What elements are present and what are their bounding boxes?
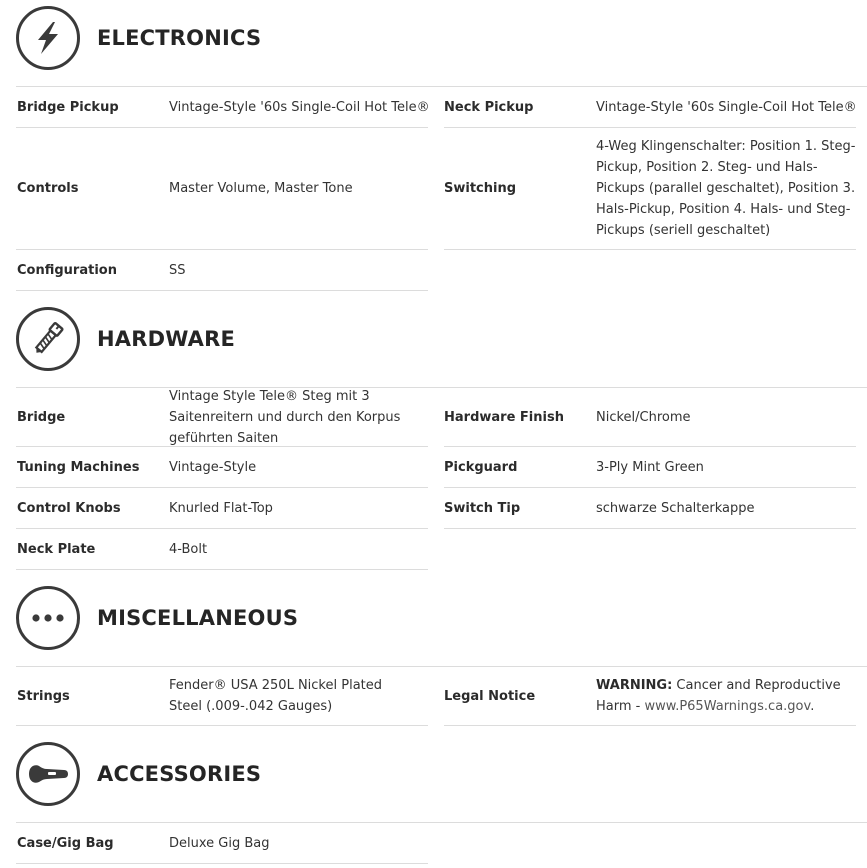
spec-value-hardware-finish: Nickel/Chrome: [596, 409, 691, 425]
spec-label-neck-pickup: Neck Pickup: [444, 99, 534, 115]
spec-label-pickguard: Pickguard: [444, 459, 518, 475]
spec-label-configuration: Configuration: [17, 262, 117, 278]
spec-value-case-gig-bag: Deluxe Gig Bag: [169, 835, 270, 851]
divider: [16, 569, 428, 570]
spec-label-case-gig-bag: Case/Gig Bag: [17, 835, 114, 851]
section-title: HARDWARE: [97, 327, 236, 351]
divider: [16, 725, 428, 726]
warning-text: Cancer and Reproductive Harm -: [596, 678, 841, 714]
lightning-bolt-icon: [16, 6, 80, 70]
divider: [16, 290, 428, 291]
spec-label-switch-tip: Switch Tip: [444, 500, 521, 516]
divider: [16, 387, 867, 388]
divider: [444, 249, 856, 250]
spec-value-switch-tip: schwarze Schalterkappe: [596, 500, 755, 516]
spec-label-controls: Controls: [17, 181, 79, 196]
spec-value-switching: 4-Weg Klingenschalter: Position 1. Steg-Pickup, Position 2. Steg- und Hals-Pickups (parallel geschaltet), Position 3. Hals-Pickup, Position 4. Hals- und Steg-Pickups (seriell geschaltet): [596, 139, 856, 238]
divider: [444, 528, 856, 529]
spec-label-tuning-machines: Tuning Machines: [17, 459, 140, 475]
spec-label-control-knobs: Control Knobs: [17, 500, 121, 516]
spec-label-bridge-pickup: Bridge Pickup: [17, 99, 119, 115]
spec-label-neck-plate: Neck Plate: [17, 541, 96, 557]
spec-label-hardware-finish: Hardware Finish: [444, 409, 564, 425]
spec-label-legal-notice: Legal Notice: [444, 688, 536, 704]
spec-label-switching: Switching: [444, 181, 517, 196]
spec-value-neck-pickup: Vintage-Style '60s Single-Coil Hot Tele®: [596, 99, 857, 115]
warning-suffix: .: [810, 699, 815, 714]
spec-value-tuning-machines: Vintage-Style: [169, 459, 257, 475]
divider: [16, 822, 867, 823]
spec-label-strings: Strings: [17, 688, 70, 704]
section-header-hardware: [16, 306, 235, 372]
spec-value-controls: Master Volume, Master Tone: [169, 181, 353, 196]
divider: [16, 863, 428, 864]
section-title: ACCESSORIES: [97, 762, 262, 786]
p65-warnings-link[interactable]: www.P65Warnings.ca.gov: [644, 699, 811, 714]
spec-value-neck-plate: 4-Bolt: [169, 541, 208, 557]
spec-value-strings: Fender® USA 250L Nickel Plated Steel (.009-.042 Gauges): [169, 678, 383, 714]
section-title: MISCELLANEOUS: [97, 606, 299, 630]
spec-label-bridge: Bridge: [17, 409, 66, 425]
spec-value-legal-notice: [596, 667, 861, 725]
section-title: ELECTRONICS: [97, 26, 262, 50]
divider: [444, 725, 856, 726]
screw-icon: [16, 307, 80, 371]
ellipsis-icon: [16, 586, 80, 650]
section-header-accessories: [16, 741, 261, 807]
spec-value-control-knobs: Knurled Flat-Top: [169, 500, 273, 516]
section-header-electronics: [16, 5, 261, 71]
section-header-miscellaneous: [16, 585, 298, 651]
spec-value-bridge: Vintage Style Tele® Steg mit 3 Saitenreitern und durch den Korpus geführten Saiten: [169, 388, 401, 446]
spec-value-pickguard: 3-Ply Mint Green: [596, 459, 704, 475]
warning-label: WARNING:: [596, 678, 673, 693]
guitar-case-icon: [16, 742, 80, 806]
spec-value-configuration: SS: [169, 262, 186, 278]
spec-value-bridge-pickup: Vintage-Style '60s Single-Coil Hot Tele®: [169, 99, 430, 115]
